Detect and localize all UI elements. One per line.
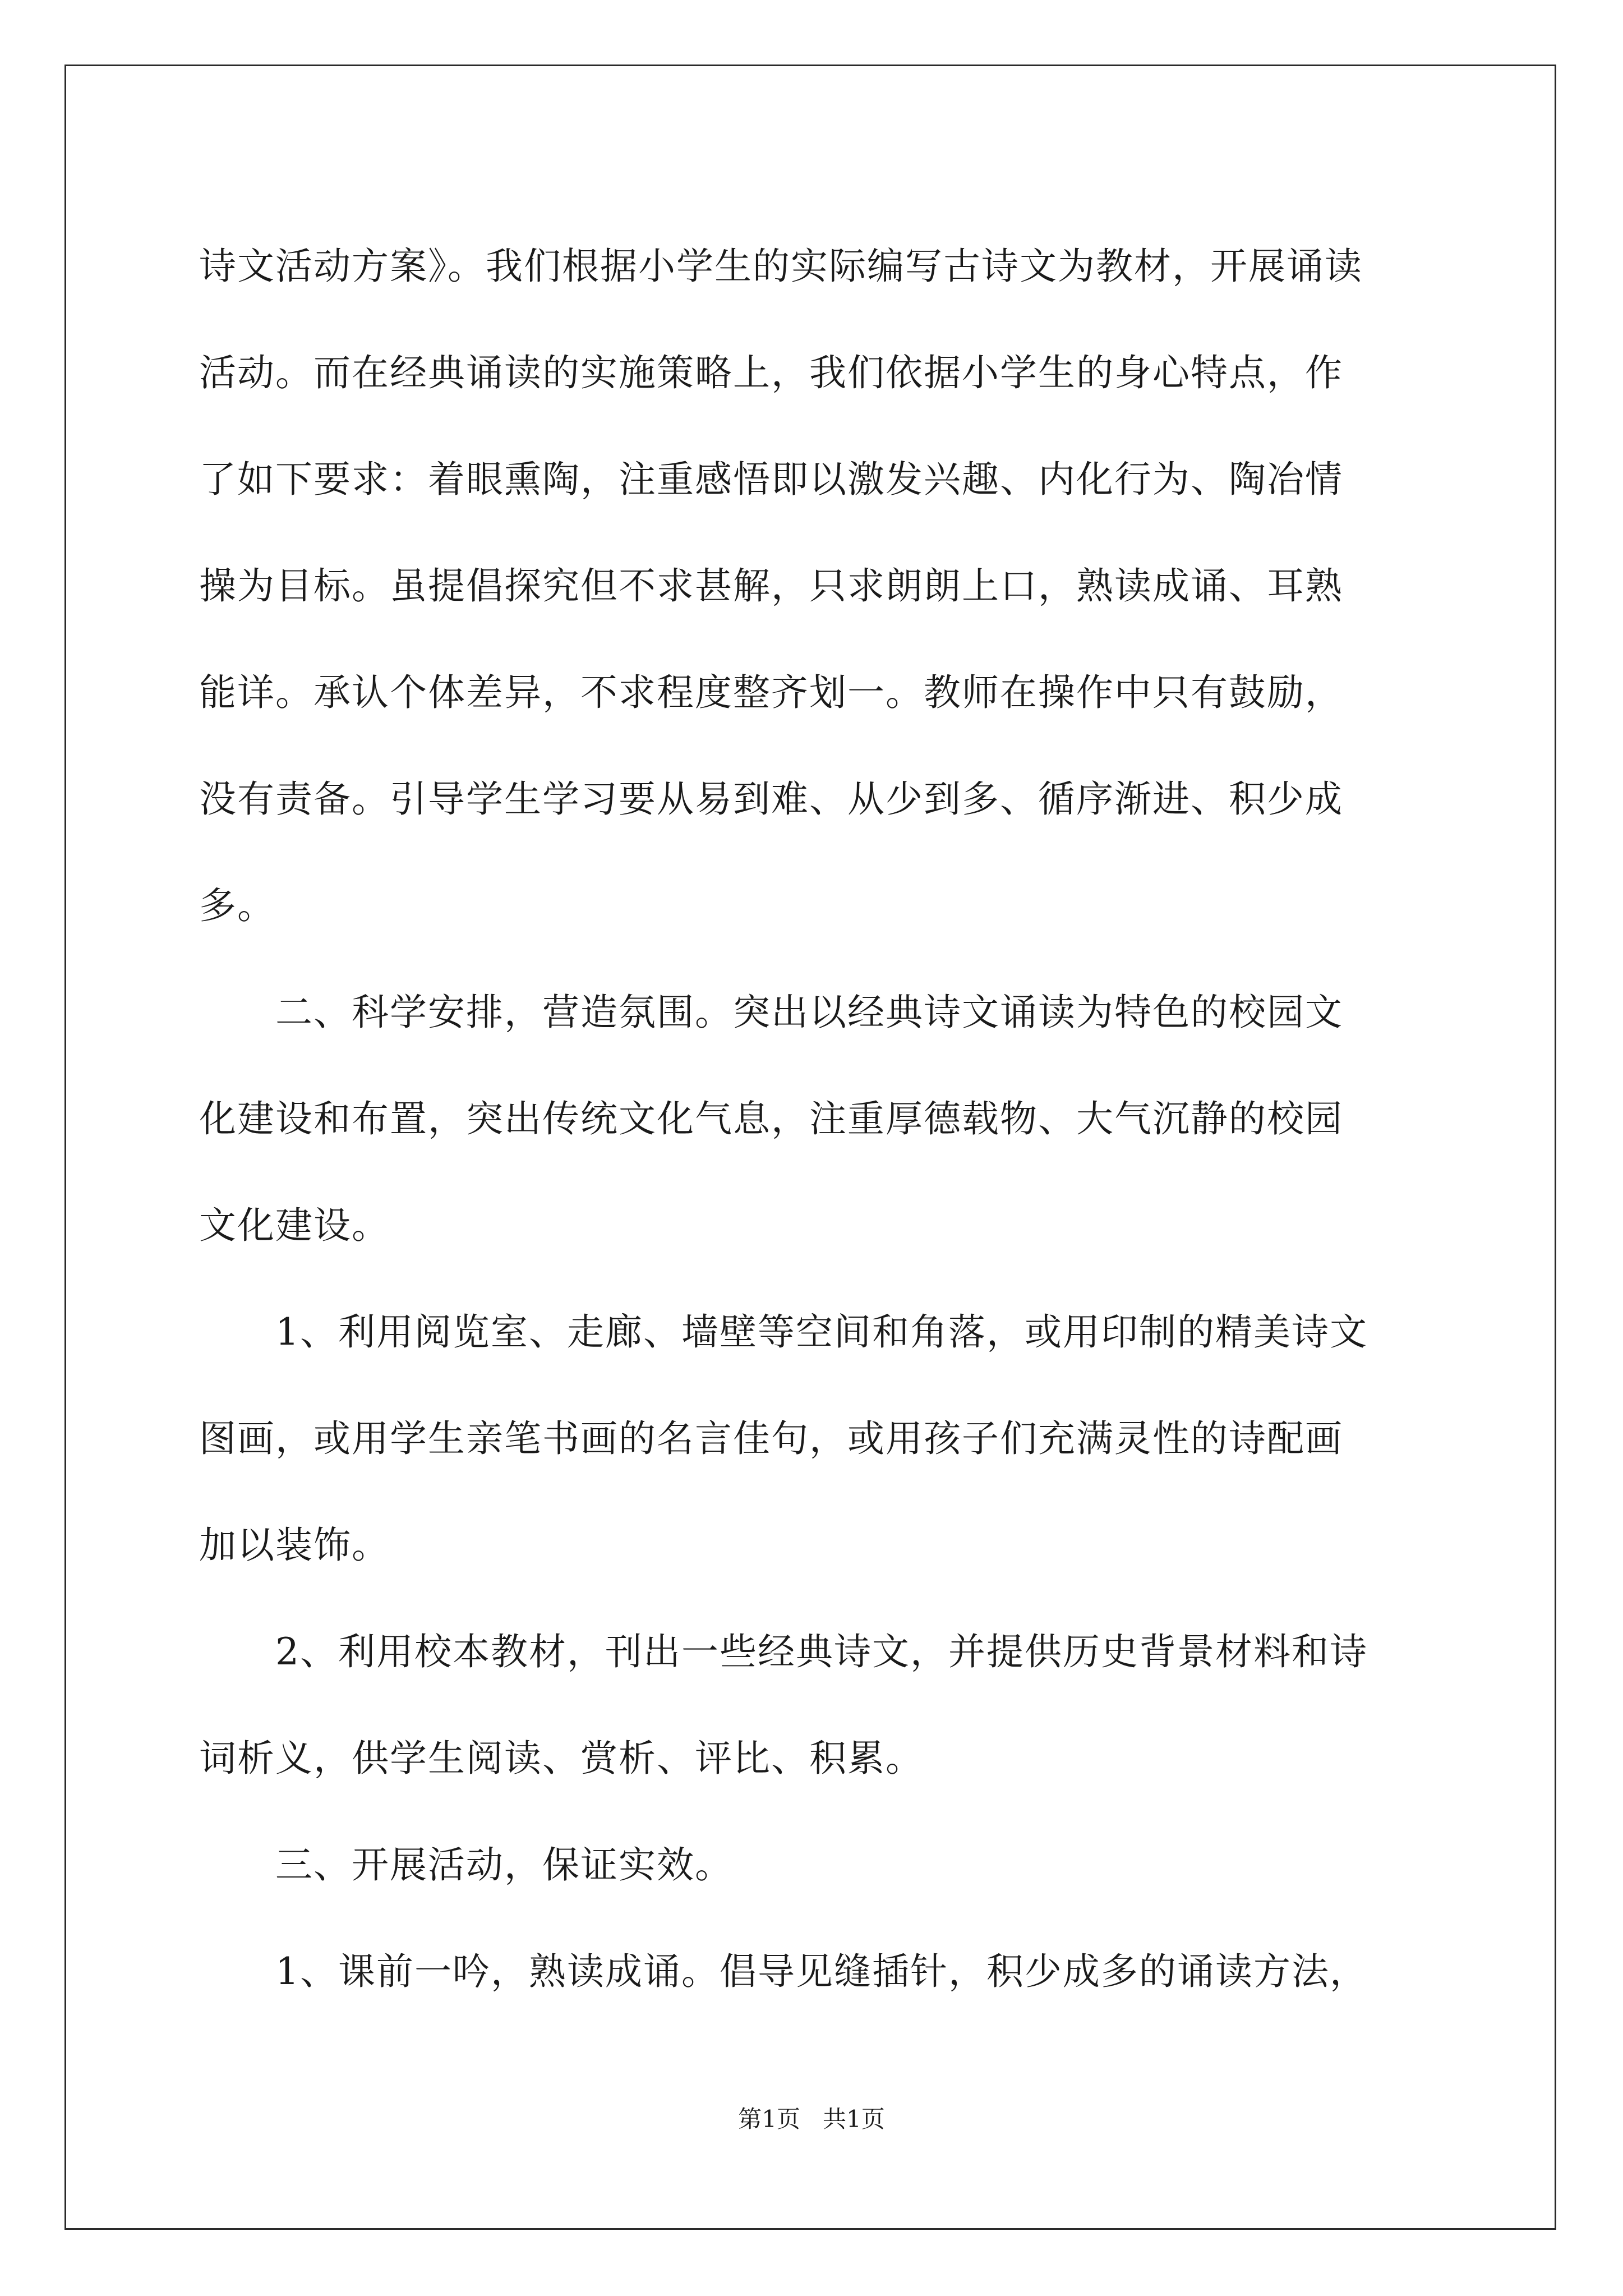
text-line: 二、科学安排，营造氛围。突出以经典诗文诵读为特色的校园文 <box>199 991 1343 1034</box>
text-line: 词析义，供学生阅读、赏析、评比、积累。 <box>199 1737 924 1780</box>
text-line: 操为目标。虽提倡探究但不求甚解，只求朗朗上口，熟读成诵、耳熟 <box>199 564 1343 608</box>
text-line: 了如下要求：着眼熏陶，注重感悟即以激发兴趣、内化行为、陶冶情 <box>199 458 1343 501</box>
text-line: 诗文活动方案》。我们根据小学生的实际编写古诗文为教材，开展诵读 <box>199 245 1363 288</box>
text-line: 没有责备。引导学生学习要从易到难、从少到多、循序渐进、积少成 <box>199 777 1343 821</box>
text-line: 三、开展活动，保证实效。 <box>199 1843 733 1887</box>
page-number-footer: 第1页 共1页 <box>738 2105 885 2133</box>
text-line: 能详。承认个体差异，不求程度整齐划一。教师在操作中只有鼓励， <box>199 671 1343 714</box>
text-line: 图画，或用学生亲笔书画的名言佳句，或用孩子们充满灵性的诗配画 <box>199 1417 1343 1460</box>
text-line: 文化建设。 <box>199 1204 390 1247</box>
text-line: 化建设和布置，突出传统文化气息，注重厚德载物、大气沉静的校园 <box>199 1097 1343 1140</box>
text-line: 多。 <box>199 884 275 927</box>
text-line: 1、利用阅览室、走廊、墙壁等空间和角落，或用印制的精美诗文 <box>199 1310 1368 1354</box>
text-line: 加以装饰。 <box>199 1524 390 1567</box>
text-line: 1、课前一吟，熟读成诵。倡导见缝插针，积少成多的诵读方法， <box>199 1950 1368 1993</box>
text-line: 活动。而在经典诵读的实施策略上，我们依据小学生的身心特点，作 <box>199 351 1343 394</box>
text-line: 2、利用校本教材，刊出一些经典诗文，并提供历史背景材料和诗 <box>199 1630 1368 1673</box>
document-body <box>199 213 1433 2025</box>
